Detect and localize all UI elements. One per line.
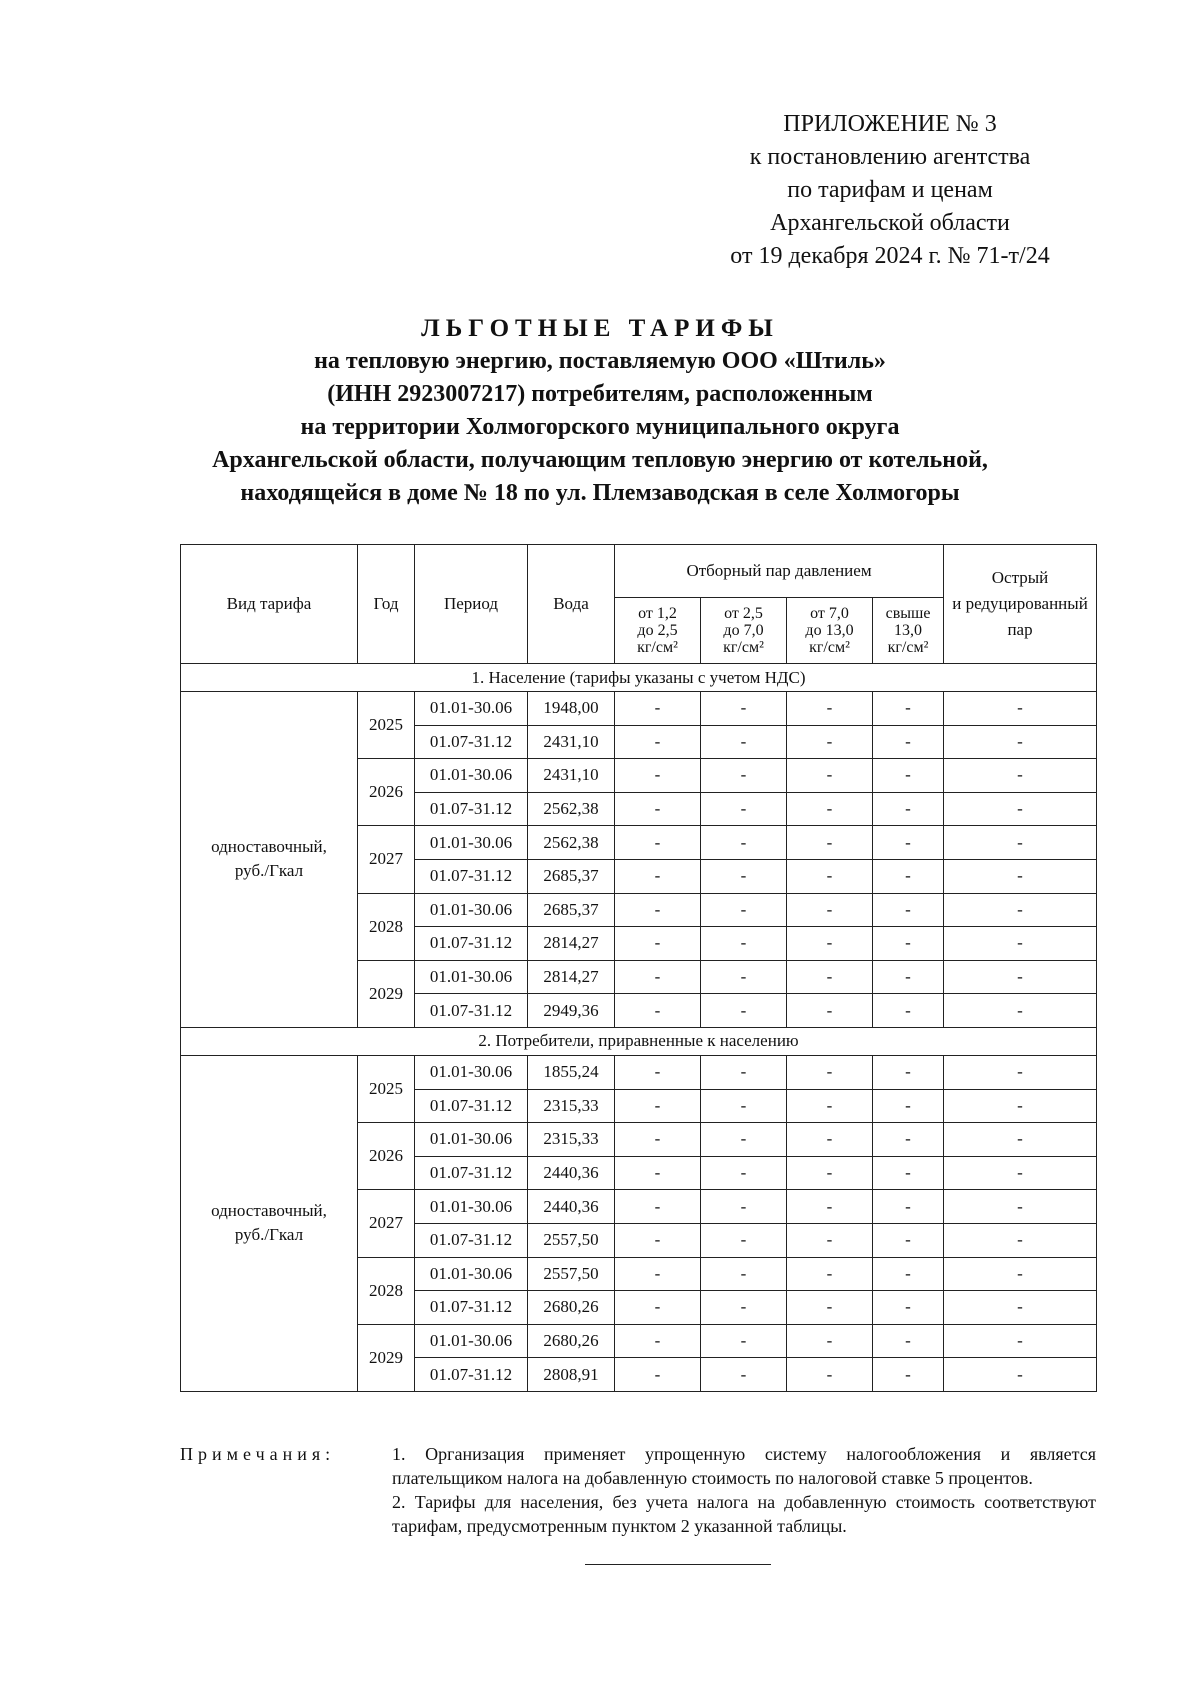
title-line: Архангельской области, получающим тепловую энергию от котельной, [212,447,988,473]
signature-divider [585,1564,771,1565]
year-cell: 2025 [358,1055,415,1122]
empty-value-cell: - [873,893,944,927]
empty-value-cell: - [944,893,1097,927]
empty-value-cell: - [787,1257,873,1291]
empty-value-cell: - [787,692,873,726]
note-2: 2. Тарифы для населения, без учета налога на добавленную стоимость соответствуют тарифам, предусмотренным пунктом 2 указанной таблицы. [392,1492,1096,1536]
water-value-cell: 2685,37 [528,893,615,927]
empty-value-cell: - [944,1190,1097,1224]
table-row [181,692,1097,726]
empty-value-cell: - [701,826,787,860]
period-cell: 01.07-31.12 [415,725,528,759]
appendix-line: по тарифам и ценам [787,177,993,203]
period-cell: 01.01-30.06 [415,960,528,994]
tariff-type-cell: одноставочный, руб./Гкал [181,1055,358,1391]
header-water: Вода [528,545,615,664]
year-cell: 2029 [358,960,415,1027]
empty-value-cell: - [873,960,944,994]
empty-value-cell: - [615,994,701,1028]
water-value-cell: 2431,10 [528,725,615,759]
empty-value-cell: - [873,994,944,1028]
water-value-cell: 1855,24 [528,1055,615,1089]
empty-value-cell: - [873,1156,944,1190]
empty-value-cell: - [615,1123,701,1157]
empty-value-cell: - [787,1156,873,1190]
empty-value-cell: - [701,927,787,961]
water-value-cell: 2440,36 [528,1190,615,1224]
empty-value-cell: - [615,1324,701,1358]
empty-value-cell: - [873,692,944,726]
empty-value-cell: - [944,792,1097,826]
empty-value-cell: - [615,960,701,994]
header-steam-3: от 7,0 до 13,0 кг/см² [787,598,873,664]
empty-value-cell: - [615,1257,701,1291]
empty-value-cell: - [873,1358,944,1392]
empty-value-cell: - [873,1291,944,1325]
empty-value-cell: - [787,1324,873,1358]
empty-value-cell: - [701,859,787,893]
empty-value-cell: - [944,1089,1097,1123]
empty-value-cell: - [873,725,944,759]
period-cell: 01.01-30.06 [415,759,528,793]
header-sharp-steam: Острый и редуцированный пар [944,545,1097,664]
period-cell: 01.07-31.12 [415,1156,528,1190]
header-tariff-type: Вид тарифа [181,545,358,664]
empty-value-cell: - [873,759,944,793]
empty-value-cell: - [701,1123,787,1157]
appendix-date: от 19 декабря 2024 г. № 71-т/24 [730,243,1050,269]
note-1: 1. Организация применяет упрощенную систему налогообложения и является плательщиком налога на добавленную стоимость по налоговой ставке 5 процентов. [392,1444,1096,1488]
appendix-line: к постановлению агентства [749,144,1031,170]
header-period: Период [415,545,528,664]
empty-value-cell: - [944,859,1097,893]
empty-value-cell: - [615,1291,701,1325]
empty-value-cell: - [787,927,873,961]
empty-value-cell: - [701,1089,787,1123]
empty-value-cell: - [787,826,873,860]
empty-value-cell: - [787,792,873,826]
empty-value-cell: - [615,692,701,726]
period-cell: 01.01-30.06 [415,1324,528,1358]
empty-value-cell: - [873,1089,944,1123]
empty-value-cell: - [701,1291,787,1325]
period-cell: 01.01-30.06 [415,692,528,726]
empty-value-cell: - [615,1055,701,1089]
empty-value-cell: - [701,759,787,793]
empty-value-cell: - [701,1156,787,1190]
empty-value-cell: - [787,1055,873,1089]
year-cell: 2025 [358,692,415,759]
appendix-number: ПРИЛОЖЕНИЕ № 3 [783,111,997,137]
header-steam-4: свыше 13,0 кг/см² [873,598,944,664]
water-value-cell: 2808,91 [528,1358,615,1392]
year-cell: 2028 [358,893,415,960]
empty-value-cell: - [701,1358,787,1392]
empty-value-cell: - [615,893,701,927]
empty-value-cell: - [944,1156,1097,1190]
empty-value-cell: - [944,994,1097,1028]
empty-value-cell: - [944,927,1097,961]
title-line: находящейся в доме № 18 по ул. Племзаводская в селе Холмогоры [240,480,960,506]
empty-value-cell: - [944,759,1097,793]
period-cell: 01.01-30.06 [415,893,528,927]
empty-value-cell: - [787,1123,873,1157]
empty-value-cell: - [787,1358,873,1392]
water-value-cell: 2562,38 [528,792,615,826]
empty-value-cell: - [701,960,787,994]
header-steam-1: от 1,2 до 2,5 кг/см² [615,598,701,664]
period-cell: 01.01-30.06 [415,1257,528,1291]
empty-value-cell: - [944,692,1097,726]
header-steam-group: Отборный пар давлением [615,545,944,598]
empty-value-cell: - [615,826,701,860]
empty-value-cell: - [944,1358,1097,1392]
year-cell: 2029 [358,1324,415,1391]
empty-value-cell: - [873,1257,944,1291]
empty-value-cell: - [873,927,944,961]
period-cell: 01.01-30.06 [415,1123,528,1157]
header-steam-2: от 2,5 до 7,0 кг/см² [701,598,787,664]
empty-value-cell: - [944,725,1097,759]
year-cell: 2027 [358,1190,415,1257]
period-cell: 01.07-31.12 [415,1089,528,1123]
empty-value-cell: - [873,859,944,893]
appendix-header [680,108,1100,273]
table-row [181,1055,1097,1089]
tariff-type-cell: одноставочный, руб./Гкал [181,692,358,1028]
empty-value-cell: - [615,792,701,826]
notes-body [392,1442,1096,1538]
appendix-line: Архангельской области [770,210,1010,236]
empty-value-cell: - [944,1123,1097,1157]
water-value-cell: 2814,27 [528,960,615,994]
empty-value-cell: - [615,759,701,793]
empty-value-cell: - [944,1291,1097,1325]
empty-value-cell: - [615,725,701,759]
empty-value-cell: - [787,859,873,893]
empty-value-cell: - [873,1190,944,1224]
notes-label: Примечания: [180,1444,336,1464]
empty-value-cell: - [701,1190,787,1224]
empty-value-cell: - [787,1190,873,1224]
period-cell: 01.07-31.12 [415,859,528,893]
period-cell: 01.07-31.12 [415,1358,528,1392]
empty-value-cell: - [787,960,873,994]
tariff-table [180,544,1097,1392]
water-value-cell: 2949,36 [528,994,615,1028]
year-cell: 2027 [358,826,415,893]
water-value-cell: 1948,00 [528,692,615,726]
empty-value-cell: - [701,1055,787,1089]
empty-value-cell: - [944,1324,1097,1358]
empty-value-cell: - [787,725,873,759]
year-cell: 2028 [358,1257,415,1324]
period-cell: 01.01-30.06 [415,1055,528,1089]
water-value-cell: 2562,38 [528,826,615,860]
empty-value-cell: - [701,893,787,927]
water-value-cell: 2431,10 [528,759,615,793]
title-main: ЛЬГОТНЫЕ ТАРИФЫ [421,315,779,342]
empty-value-cell: - [615,1223,701,1257]
empty-value-cell: - [873,1123,944,1157]
empty-value-cell: - [787,1291,873,1325]
water-value-cell: 2814,27 [528,927,615,961]
empty-value-cell: - [873,1055,944,1089]
period-cell: 01.07-31.12 [415,994,528,1028]
water-value-cell: 2680,26 [528,1324,615,1358]
empty-value-cell: - [701,1257,787,1291]
water-value-cell: 2557,50 [528,1257,615,1291]
period-cell: 01.07-31.12 [415,792,528,826]
water-value-cell: 2680,26 [528,1291,615,1325]
empty-value-cell: - [615,859,701,893]
year-cell: 2026 [358,759,415,826]
empty-value-cell: - [701,725,787,759]
empty-value-cell: - [787,759,873,793]
empty-value-cell: - [944,1257,1097,1291]
empty-value-cell: - [615,1358,701,1392]
title-line: на тепловую энергию, поставляемую ООО «Штиль» [314,348,886,374]
section-title: 1. Население (тарифы указаны с учетом НДС) [181,664,1097,692]
document-title [150,312,1050,510]
empty-value-cell: - [944,826,1097,860]
empty-value-cell: - [615,927,701,961]
section-row [181,1027,1097,1055]
period-cell: 01.07-31.12 [415,1291,528,1325]
empty-value-cell: - [873,1223,944,1257]
empty-value-cell: - [701,1324,787,1358]
empty-value-cell: - [615,1190,701,1224]
empty-value-cell: - [944,1055,1097,1089]
period-cell: 01.07-31.12 [415,1223,528,1257]
empty-value-cell: - [787,893,873,927]
period-cell: 01.01-30.06 [415,1190,528,1224]
empty-value-cell: - [873,792,944,826]
empty-value-cell: - [615,1156,701,1190]
title-line: на территории Холмогорского муниципального округа [300,414,900,440]
empty-value-cell: - [944,1223,1097,1257]
water-value-cell: 2685,37 [528,859,615,893]
water-value-cell: 2315,33 [528,1123,615,1157]
section-row [181,664,1097,692]
header-year: Год [358,545,415,664]
water-value-cell: 2315,33 [528,1089,615,1123]
empty-value-cell: - [701,692,787,726]
tariff-table-body [181,664,1097,1392]
empty-value-cell: - [873,1324,944,1358]
year-cell: 2026 [358,1123,415,1190]
period-cell: 01.01-30.06 [415,826,528,860]
title-line: (ИНН 2923007217) потребителям, расположенным [327,381,873,407]
empty-value-cell: - [701,994,787,1028]
empty-value-cell: - [701,1223,787,1257]
empty-value-cell: - [944,960,1097,994]
empty-value-cell: - [787,1223,873,1257]
water-value-cell: 2440,36 [528,1156,615,1190]
section-title: 2. Потребители, приравненные к населению [181,1027,1097,1055]
water-value-cell: 2557,50 [528,1223,615,1257]
empty-value-cell: - [787,994,873,1028]
empty-value-cell: - [701,792,787,826]
empty-value-cell: - [787,1089,873,1123]
empty-value-cell: - [873,826,944,860]
period-cell: 01.07-31.12 [415,927,528,961]
empty-value-cell: - [615,1089,701,1123]
